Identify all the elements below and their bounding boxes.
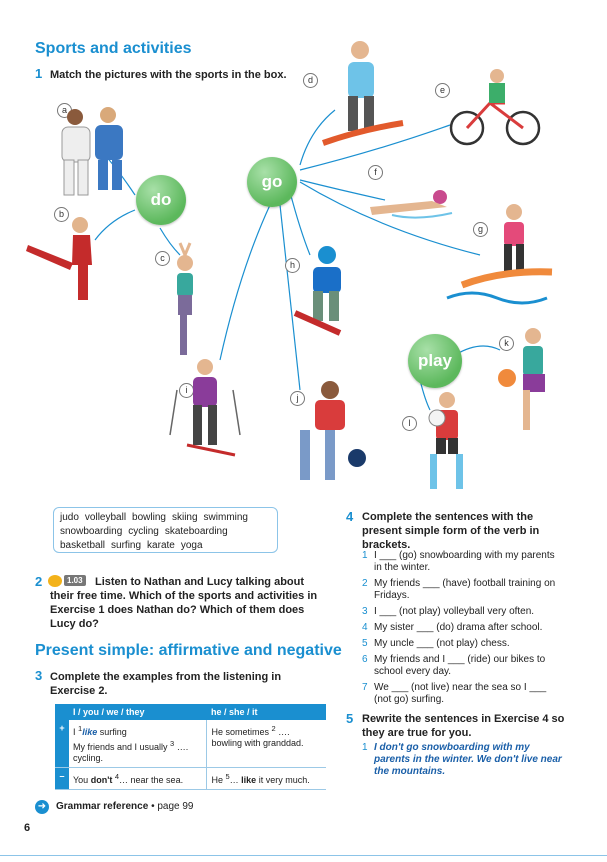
skiing-illustration: [165, 355, 245, 460]
exercise-1-number: 1: [35, 66, 43, 81]
list-item: 3 I ___ (not play) volleyball very often.: [362, 606, 535, 617]
word-volleyball: volleyball: [84, 512, 127, 523]
exercise-2-instruction: Listen to Nathan and Lucy talking about their free time. Which of the sports and activities in Exercise 1 does Nathan do? Which of them does Lucy do?: [50, 576, 318, 630]
word-yoga: yoga: [180, 540, 203, 551]
negative-plural-cell: You don't $^4$… near the sea.: [69, 768, 207, 790]
exercise-4-instruction: Complete the sentences with the present simple form of the verb in brackets.: [362, 511, 540, 551]
affirmative-sign: +: [55, 720, 69, 768]
word-box: [53, 507, 278, 553]
picture-letter-i: i: [179, 383, 194, 398]
cycling-illustration: [445, 68, 545, 148]
play-badge: play: [408, 334, 462, 388]
grammar-section-title: Present simple: affirmative and negative: [35, 642, 342, 659]
exercise-4-list: [362, 550, 556, 710]
word-surfing: surfing: [111, 540, 142, 551]
picture-letter-e: e: [435, 83, 450, 98]
list-item: 6 My friends and I ___ (ride) our bikes to school every day.: [362, 654, 546, 677]
exercise-3-instruction: Complete the examples from the listening in Exercise 2.: [50, 671, 282, 697]
go-badge: go: [247, 157, 297, 207]
page-title: Sports and activities: [35, 40, 192, 57]
word-karate: karate: [147, 540, 175, 551]
word-swimming: swimming: [203, 512, 248, 523]
do-badge: do: [136, 175, 186, 225]
volleyball-illustration: [412, 388, 477, 498]
affirmative-plural-cell: I $^1$like surfing My friends and I usually $^3$ …. cycling.: [69, 720, 207, 768]
exercise-5-number: 5: [346, 711, 354, 726]
table-head-plural: I / you / we / they: [69, 704, 207, 720]
picture-letter-d: d: [303, 73, 318, 88]
snowboarding-illustration: [315, 38, 410, 148]
picture-letter-l: l: [402, 416, 417, 431]
exercise-5-example: 1 I don't go snowboarding with my parents in the winter. We don't live near the mountains.: [362, 742, 562, 777]
table-head-singular: he / she / it: [207, 704, 326, 720]
negative-sign: –: [55, 768, 69, 790]
word-skiing: skiing: [171, 512, 198, 523]
picture-letter-j: j: [290, 391, 305, 406]
footer-divider: [0, 855, 607, 856]
yoga-illustration: [160, 235, 210, 360]
track-number-badge: 1.03: [64, 575, 86, 586]
picture-letter-k: k: [499, 336, 514, 351]
grammar-table: [55, 704, 326, 790]
exercise-1-instruction: Match the pictures with the sports in the box.: [50, 69, 287, 81]
picture-letter-b: b: [54, 207, 69, 222]
list-item: 2 My friends ___ (have) football training on Fridays.: [362, 578, 556, 601]
picture-letter-g: g: [473, 222, 488, 237]
exercise-5-instruction: Rewrite the sentences in Exercise 4 so they are true for you.: [362, 713, 565, 739]
word-cycling: cycling: [128, 526, 159, 537]
picture-letter-h: h: [285, 258, 300, 273]
picture-letter-a: a: [57, 103, 72, 118]
affirmative-singular-cell: He sometimes $^2$ …. bowling with granddad.: [207, 720, 326, 768]
exercise-3-number: 3: [35, 668, 43, 683]
skateboarding-illustration: [285, 245, 360, 340]
exercise-2-number: 2: [35, 574, 43, 589]
negative-singular-cell: He $^5$… like it very much.: [207, 768, 326, 790]
word-bowling: bowling: [132, 512, 166, 523]
list-item: 5 My uncle ___ (not play) chess.: [362, 638, 510, 649]
word-snowboarding: snowboarding: [60, 526, 123, 537]
bowling-illustration: [285, 378, 370, 488]
picture-letter-c: c: [155, 251, 170, 266]
list-item: 1 I ___ (go) snowboarding with my parents in the winter.: [362, 550, 555, 573]
word-basketball: basketball: [60, 540, 106, 551]
page-number: 6: [24, 822, 31, 834]
grammar-reference[interactable]: Grammar reference • page 99: [56, 801, 194, 812]
exercise-4-number: 4: [346, 509, 354, 524]
judo-illustration: [50, 105, 135, 200]
picture-letter-f: f: [368, 165, 383, 180]
surfing-illustration: [442, 200, 557, 305]
list-item: 7 We ___ (not live) near the sea so I ___ (not go) surfing.: [362, 682, 547, 705]
karate-illustration: [18, 215, 108, 305]
example-answer: like: [82, 727, 98, 737]
basketball-illustration: [493, 322, 563, 442]
word-judo: judo: [60, 512, 79, 523]
list-item: 4 My sister ___ (do) drama after school.: [362, 622, 543, 633]
word-skateboarding: skateboarding: [164, 526, 228, 537]
arrow-right-icon: ➜: [35, 800, 49, 814]
